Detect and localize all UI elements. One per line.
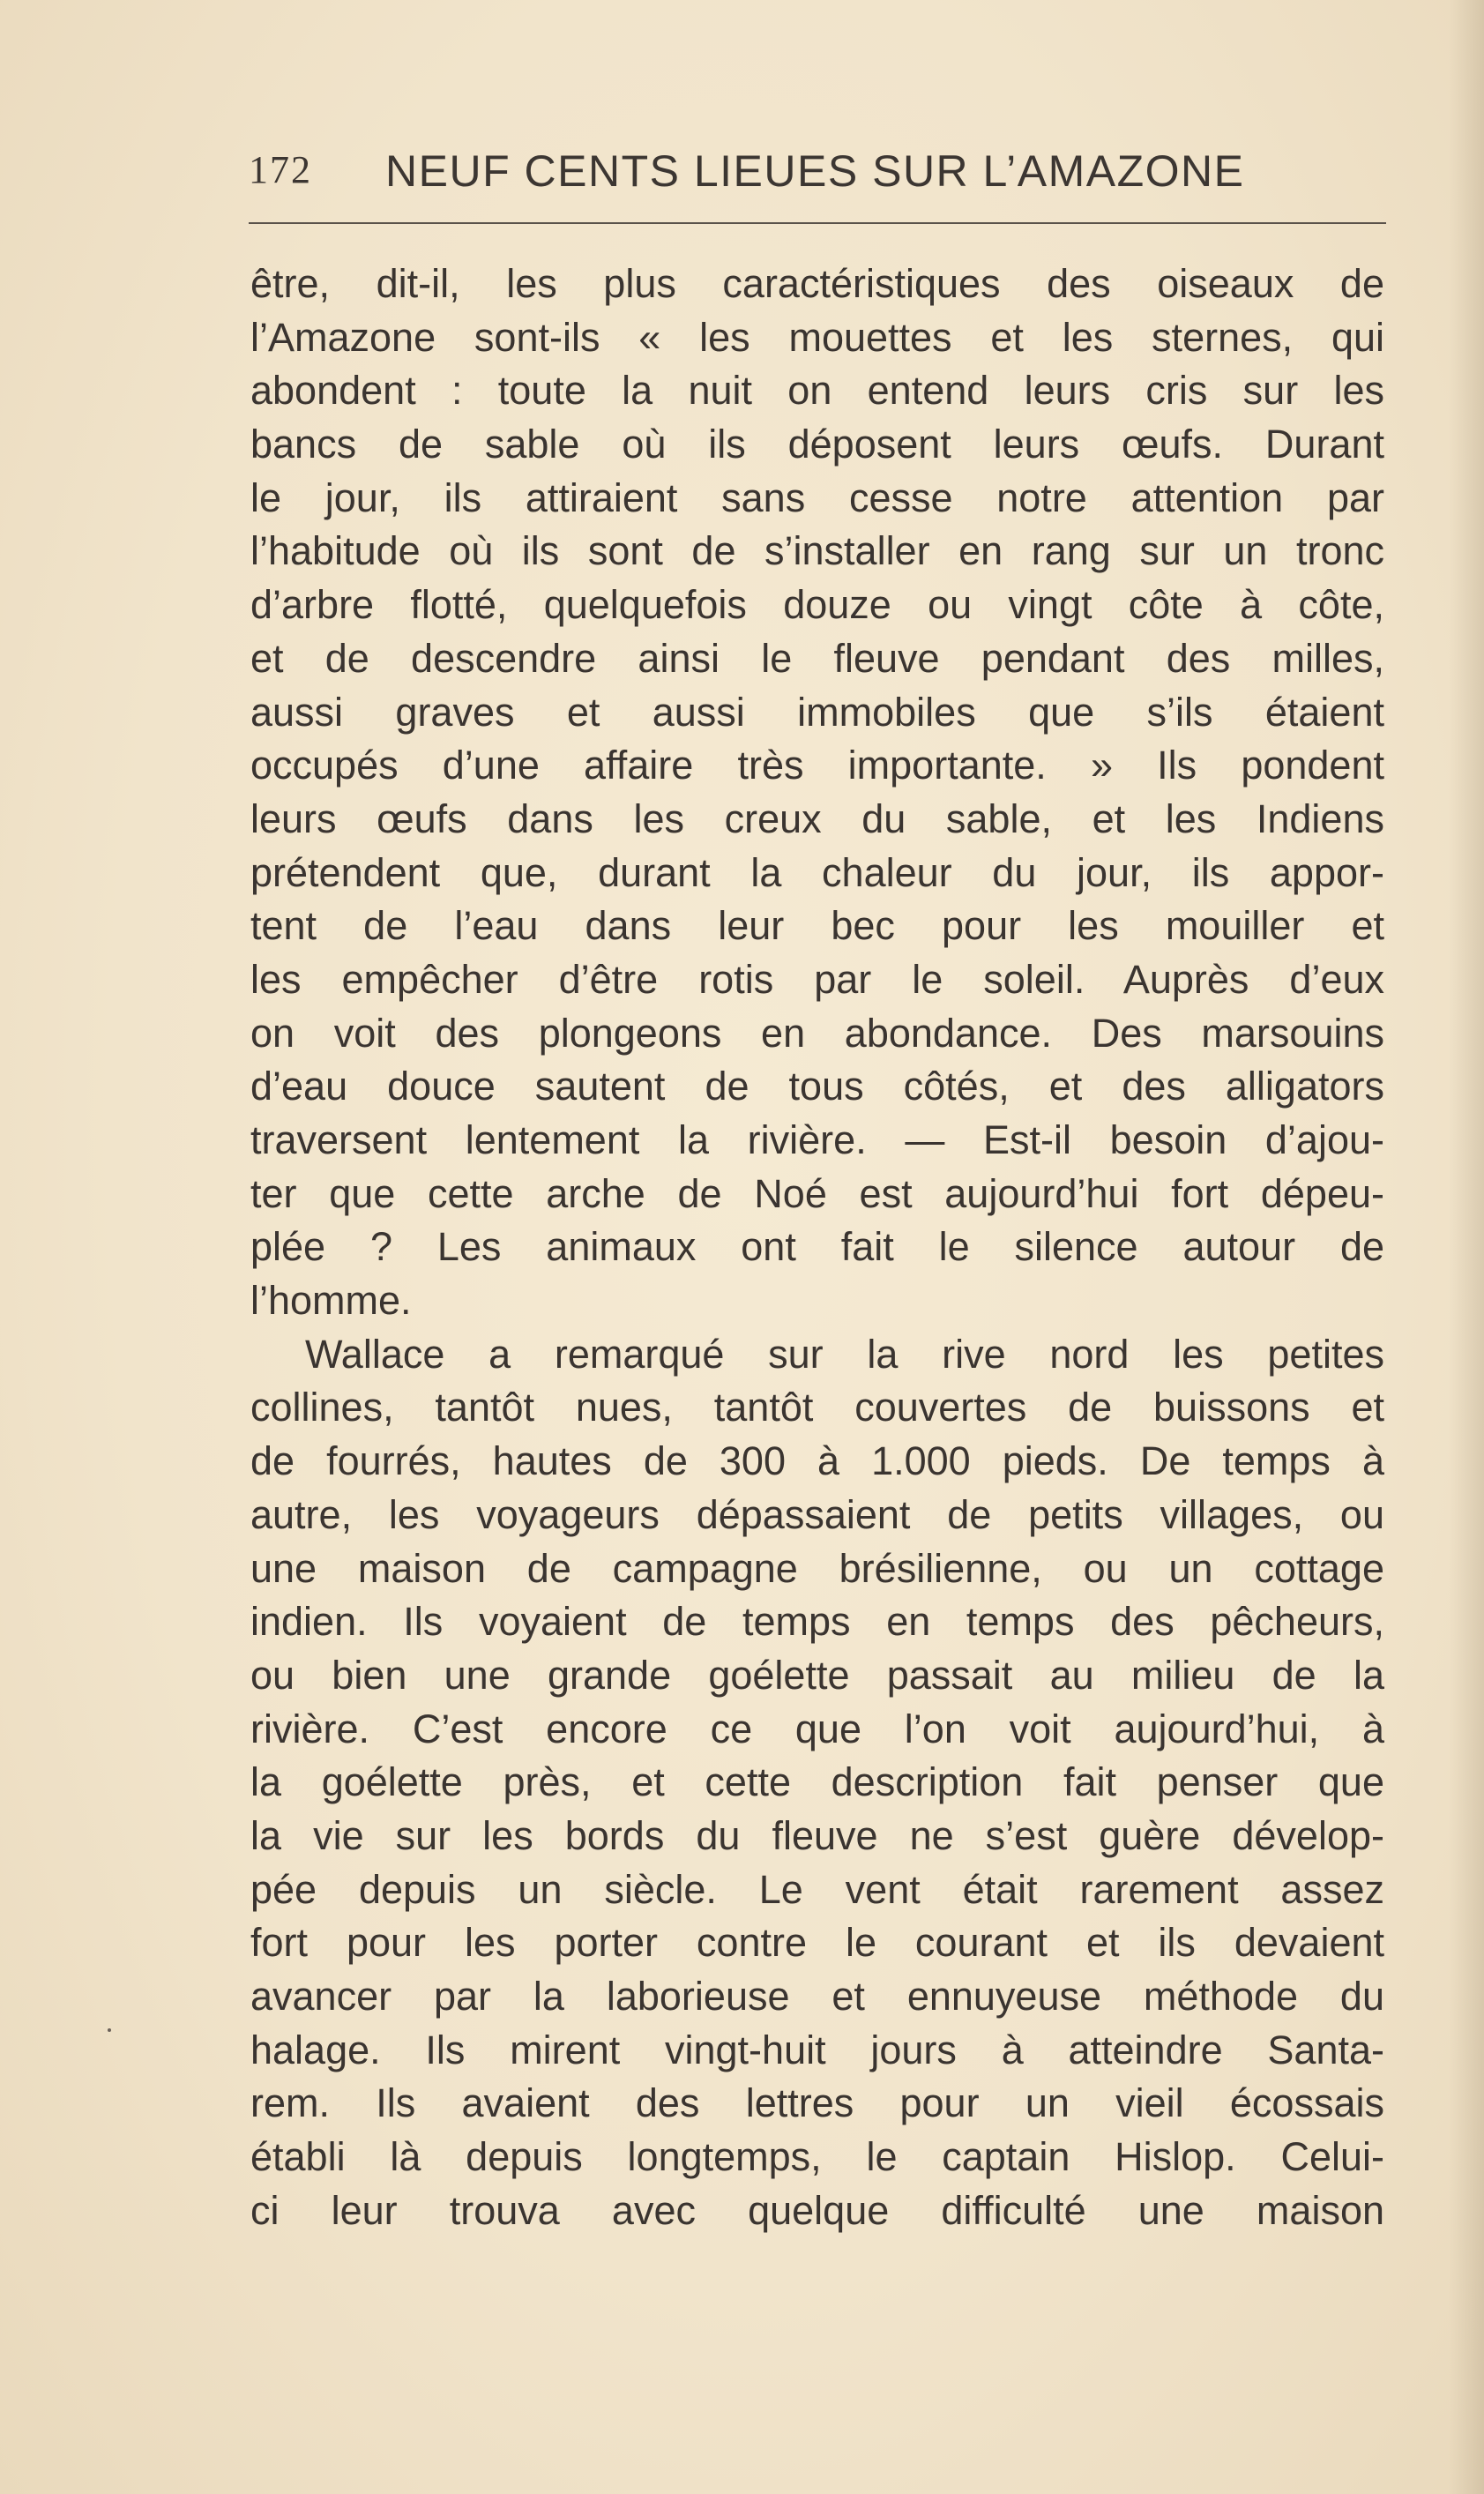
text-line: ter que cette arche de Noé est aujourd’hui fort dépeu- — [250, 1170, 1384, 1216]
text-line: tent de l’eau dans leur bec pour les mouiller et — [250, 903, 1384, 949]
text-line: l’homme. — [250, 1278, 412, 1324]
text-line: rivière. C’est encore ce que l’on voit aujourd’hui, à — [250, 1706, 1384, 1751]
text-line: leurs œufs dans les creux du sable, et les Indiens — [250, 795, 1384, 841]
text-line: d’eau douce sautent de tous côtés, et des alligators — [250, 1064, 1384, 1109]
text-line: rem. Ils avaient des lettres pour un vieil écossais — [250, 2080, 1384, 2126]
margin-speck — [108, 2028, 111, 2032]
text-line: autre, les voyageurs dépassaient de petits villages, ou — [250, 1491, 1384, 1537]
text-line: occupés d’une affaire très importante. » Ils pondent — [250, 743, 1384, 788]
text-line: indien. Ils voyaient de temps en temps des pêcheurs, — [250, 1599, 1384, 1645]
text-line: aussi graves et aussi immobiles que s’ils étaient — [250, 689, 1384, 735]
text-line: le jour, ils attiraient sans cesse notre attention par — [250, 474, 1384, 520]
running-title: NEUF CENTS LIEUES SUR L’AMAZONE — [385, 146, 1245, 196]
text-line: les empêcher d’être rotis par le soleil. Auprès d’eux — [250, 956, 1384, 1002]
text-line: la goélette près, et cette description fait penser que — [250, 1759, 1384, 1805]
text-line: fort pour les porter contre le courant et ils devaient — [250, 1920, 1384, 1966]
text-line: ci leur trouva avec quelque difficulté une maison — [250, 2187, 1384, 2233]
text-line: collines, tantôt nues, tantôt couvertes de buissons et — [250, 1385, 1384, 1430]
text-line: une maison de campagne brésilienne, ou un cottage — [250, 1545, 1384, 1591]
text-line: ou bien une grande goélette passait au milieu de la — [250, 1652, 1384, 1698]
text-line: et de descendre ainsi le fleuve pendant des milles, — [250, 635, 1384, 681]
text-line: traversent lentement la rivière. — Est-il besoin d’ajou- — [250, 1117, 1384, 1162]
text-line: avancer par la laborieuse et ennuyeuse méthode du — [250, 1974, 1384, 2019]
text-line: de fourrés, hautes de 300 à 1.000 pieds. De temps à — [250, 1438, 1384, 1484]
text-line: Wallace a remarqué sur la rive nord les petites — [305, 1331, 1384, 1377]
text-line: pée depuis un siècle. Le vent était rarement assez — [250, 1866, 1384, 1912]
text-line: d’arbre flotté, quelquefois douze ou vingt côte à côte, — [250, 582, 1384, 628]
text-line: la vie sur les bords du fleuve ne s’est guère dévelop- — [250, 1812, 1384, 1858]
page-number: 172 — [249, 148, 312, 191]
text-line: abondent : toute la nuit on entend leurs cris sur les — [250, 368, 1384, 414]
text-line: bancs de sable où ils déposent leurs œufs. Durant — [250, 422, 1384, 467]
text-line: l’habitude où ils sont de s’installer en rang sur un tronc — [250, 528, 1384, 574]
page-edge-shadow — [1449, 0, 1484, 2494]
text-line: établi là depuis longtemps, le captain Hislop. Celui- — [250, 2134, 1384, 2180]
text-line: halage. Ils mirent vingt-huit jours à atteindre Santa- — [250, 2027, 1384, 2072]
page-header — [249, 146, 1386, 216]
text-line: prétendent que, durant la chaleur du jour, ils appor- — [250, 849, 1384, 895]
header-rule — [249, 222, 1386, 224]
body-text — [250, 258, 1384, 2237]
text-line: l’Amazone sont-ils « les mouettes et les sternes, qui — [250, 314, 1384, 360]
text-line: on voit des plongeons en abondance. Des marsouins — [250, 1010, 1384, 1056]
text-line: être, dit-il, les plus caractéristiques des oiseaux de — [250, 261, 1384, 306]
text-line: plée ? Les animaux ont fait le silence autour de — [250, 1224, 1384, 1270]
